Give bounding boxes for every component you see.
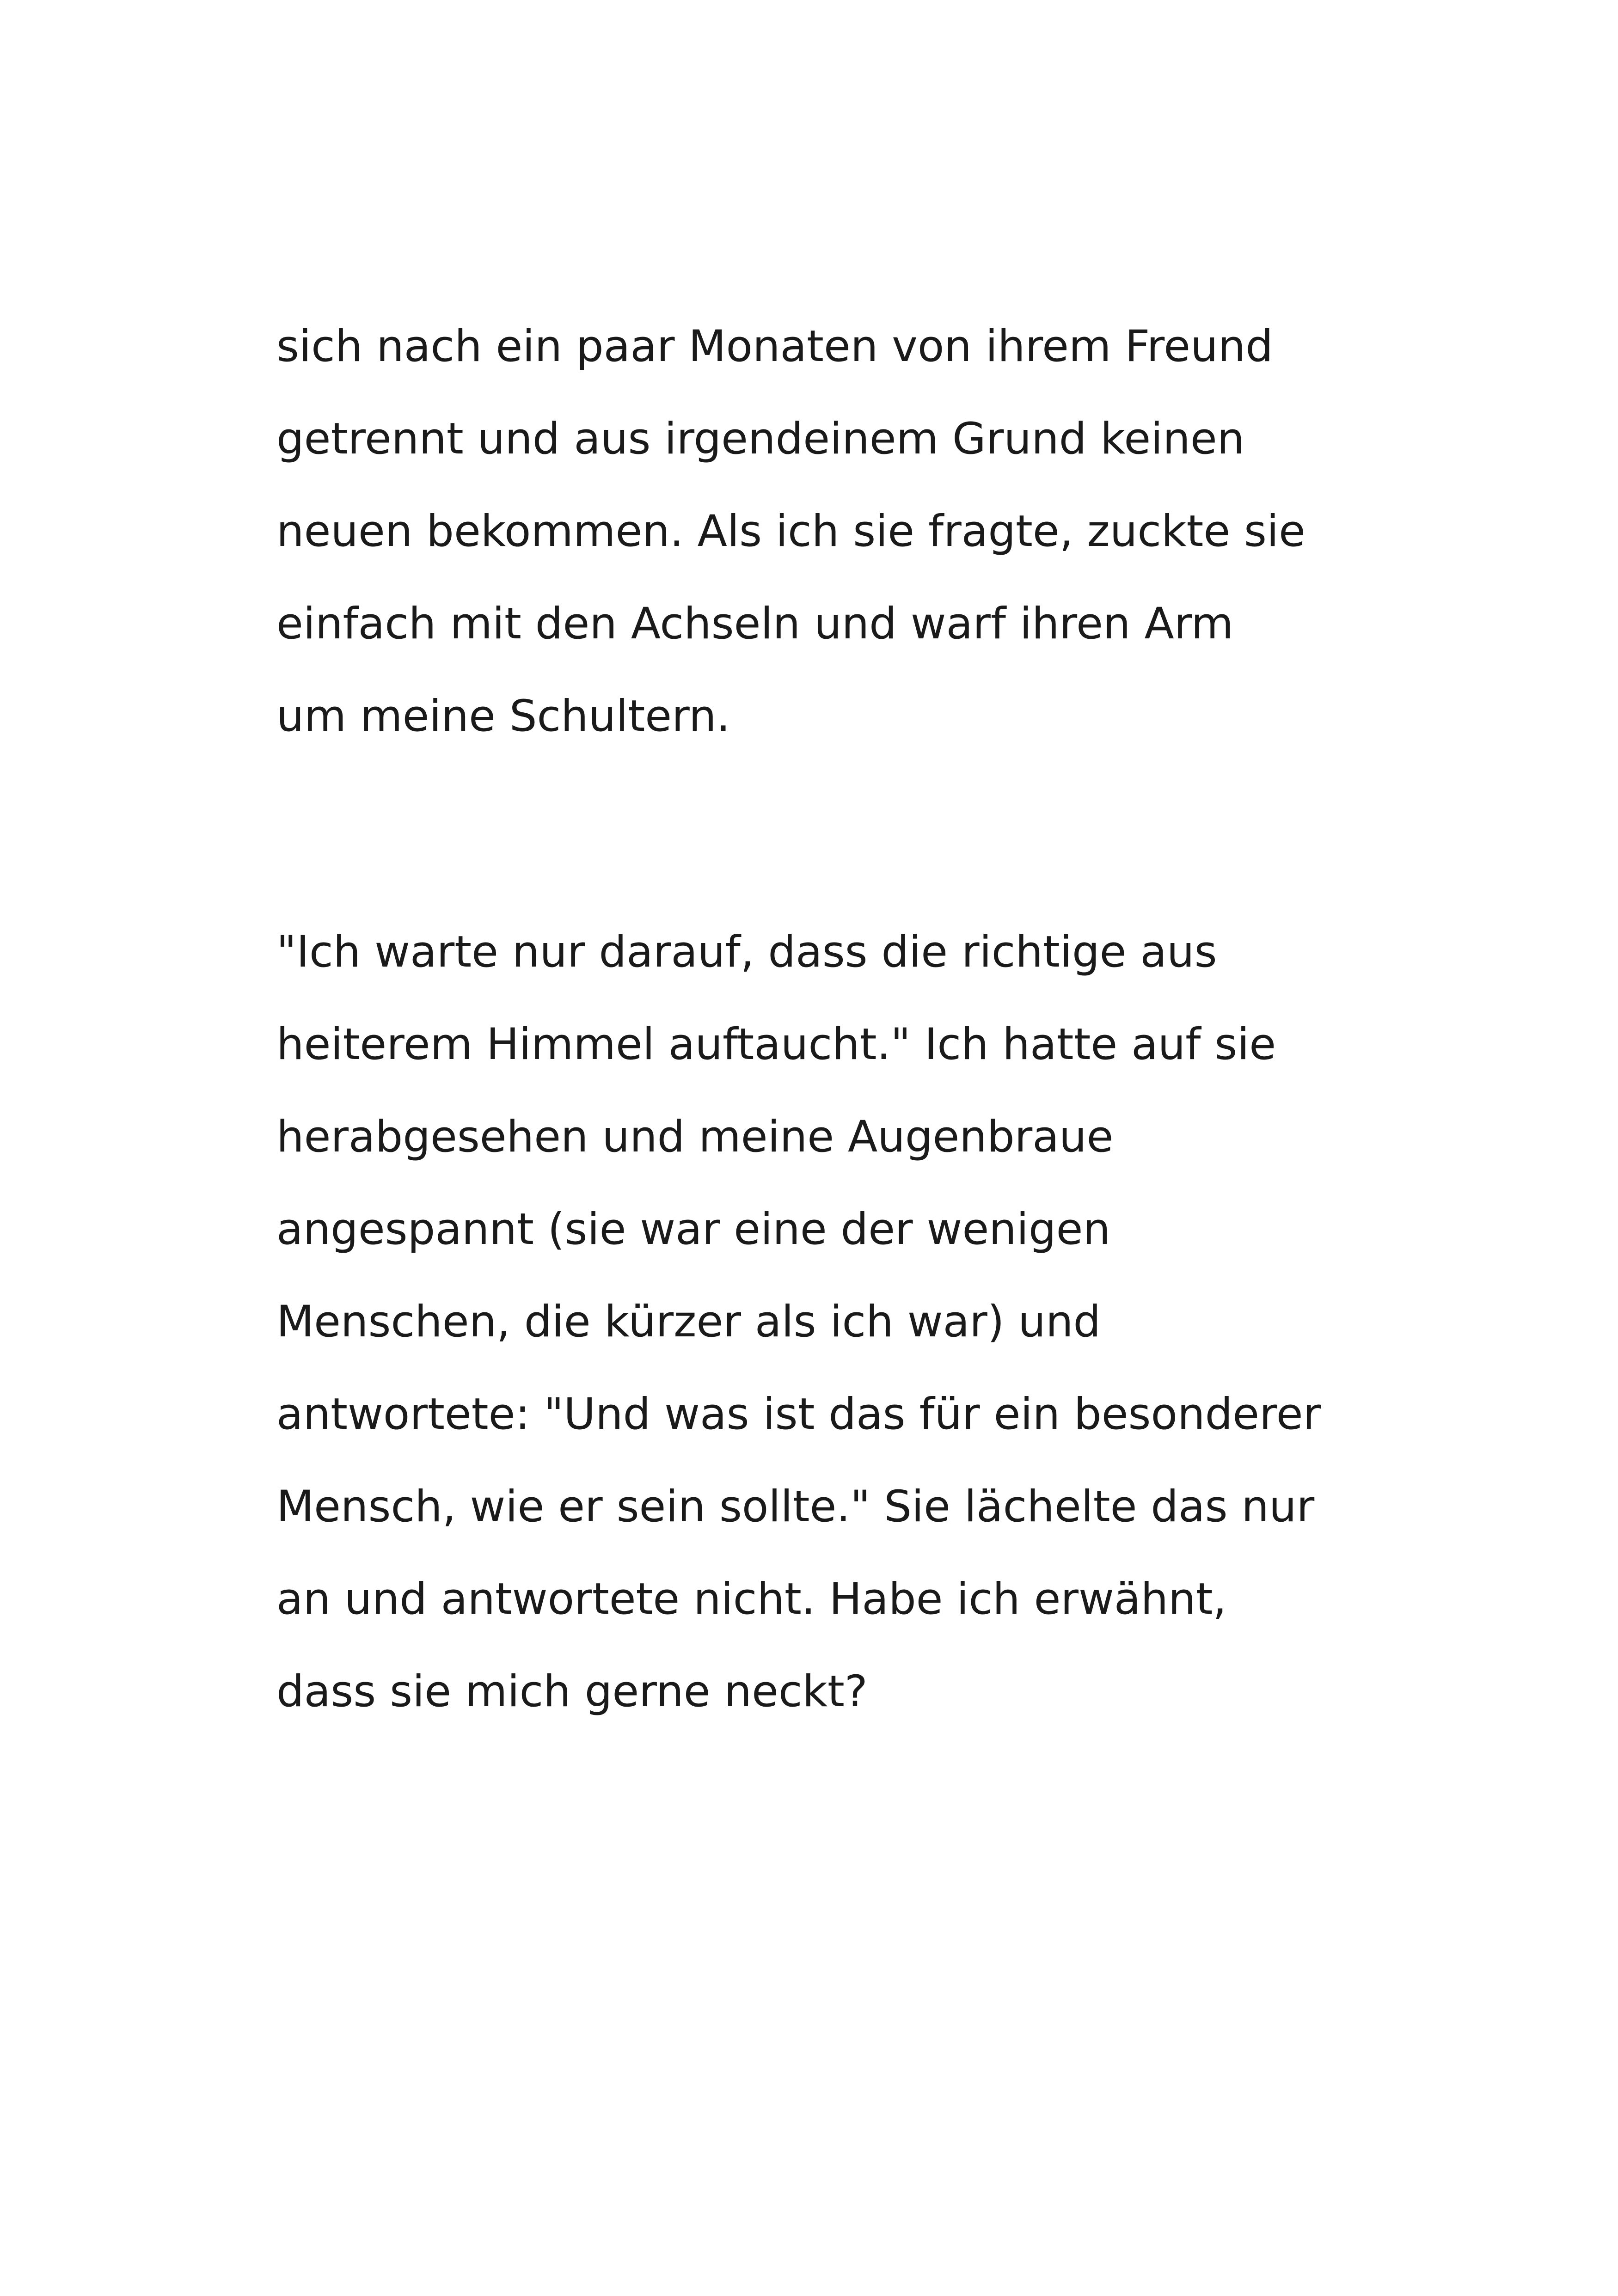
- text-line: angespannt (sie war eine der wenigen: [276, 1204, 1111, 1255]
- text-line: heiterem Himmel auftaucht." Ich hatte auf sie: [276, 1019, 1276, 1070]
- paragraph-2: [276, 906, 1321, 1738]
- text-line: um meine Schultern.: [276, 691, 730, 741]
- text-line: an und antwortete nicht. Habe ich erwähnt,: [276, 1574, 1227, 1624]
- text-line: antwortete: "Und was ist das für ein besonderer: [276, 1389, 1321, 1439]
- text-line: einfach mit den Achseln und warf ihren Arm: [276, 599, 1234, 649]
- text-line: Mensch, wie er sein sollte." Sie lächelte das nur: [276, 1482, 1315, 1532]
- text-line: getrennt und aus irgendeinem Grund keinen: [276, 414, 1245, 464]
- paragraph-1: [276, 300, 1305, 763]
- text-line: herabgesehen und meine Augenbraue: [276, 1112, 1114, 1162]
- text-line: neuen bekommen. Als ich sie fragte, zuckte sie: [276, 506, 1305, 557]
- text-line: sich nach ein paar Monaten von ihrem Freund: [276, 321, 1273, 372]
- text-line: Menschen, die kürzer als ich war) und: [276, 1297, 1101, 1347]
- text-line: dass sie mich gerne neckt?: [276, 1666, 868, 1717]
- text-line: "Ich warte nur darauf, dass die richtige aus: [276, 927, 1217, 977]
